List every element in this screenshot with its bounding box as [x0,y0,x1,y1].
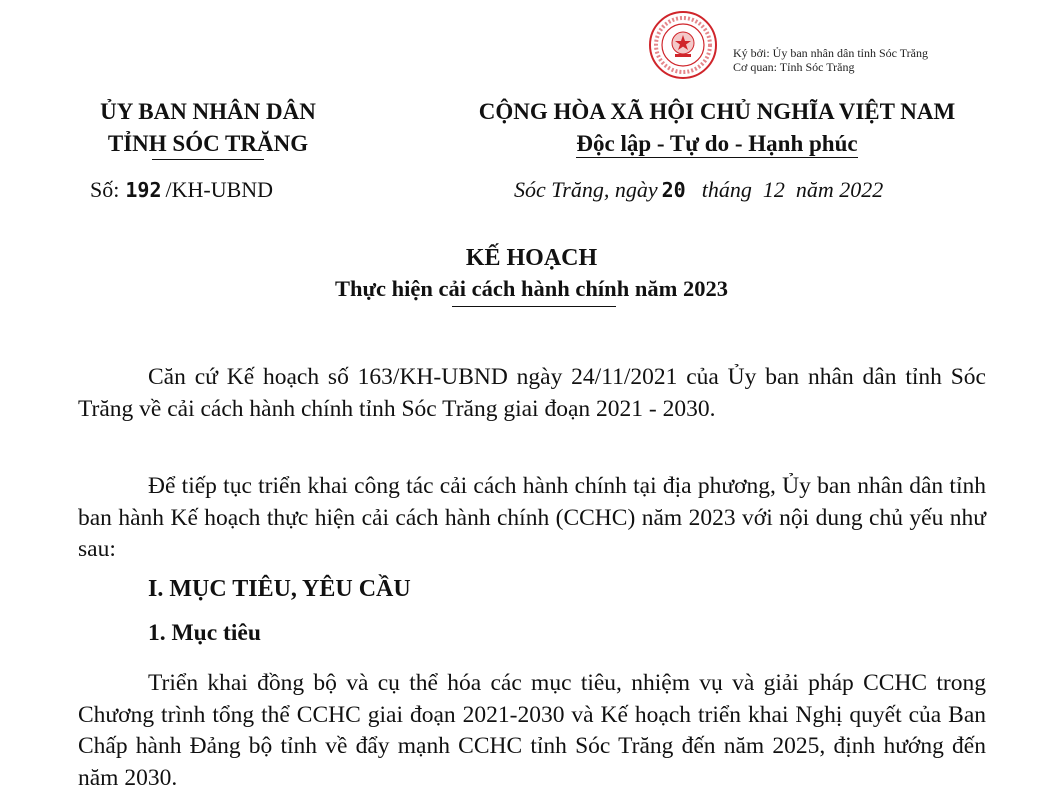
doc-number-suffix: /KH-UBND [165,177,274,202]
signed-by-text: Ký bởi: Ủy ban nhân dân tỉnh Sóc Trăng [733,46,929,60]
title-underline [452,306,616,307]
date-place: Sóc Trăng, ngày [514,177,658,202]
issuing-body-underline [152,159,264,160]
body-paragraph-1: Căn cứ Kế hoạch số 163/KH-UBND ngày 24/11/2021 của Ủy ban nhân dân tỉnh Sóc Trăng về cải cách hành chính tỉnh Sóc Trăng giai đoạn 2021 - 2030. [78,364,986,422]
document-title: KẾ HOẠCH [465,245,598,271]
issuing-body-line2: TỈNH SÓC TRĂNG [107,131,309,156]
issue-date [514,177,883,203]
date-day: 20 [661,178,686,202]
doc-number-value: 192 [125,178,162,202]
subsection-heading-1-1: 1. Mục tiêu [148,620,261,646]
signature-info [733,46,928,74]
date-month-year: tháng 12 năm 2022 [701,177,884,202]
document-number [90,177,273,203]
national-name: CỘNG HÒA XÃ HỘI CHỦ NGHĨA VIỆT NAM [478,99,956,124]
national-heading [428,96,1006,160]
issuing-body-line1: ỦY BAN NHÂN DÂN [100,99,316,124]
issuing-body [78,96,338,160]
signing-agency-text: Cơ quan: Tỉnh Sóc Trăng [733,60,855,74]
document-subtitle: Thực hiện cải cách hành chính năm 2023 [335,276,728,301]
doc-number-prefix: Số: [90,177,120,202]
section-heading-1: I. MỤC TIÊU, YÊU CẦU [148,576,411,602]
body-paragraph-3: Triển khai đồng bộ và cụ thể hóa các mục tiêu, nhiệm vụ và giải pháp CCHC trong Chương trình tổng thể CCHC giai đoạn 2021-2030 và Kế hoạch triển khai Nghị quyết của Ban Chấp hành Đảng bộ tỉnh về đẩy mạnh CCHC tỉnh Sóc Trăng đến năm 2025, định hướng đến năm 2030. [78,670,986,791]
national-motto: Độc lập - Tự do - Hạnh phúc [576,131,858,156]
signature-seal-icon [648,10,718,80]
body-paragraph-2: Để tiếp tục triển khai công tác cải cách hành chính tại địa phương, Ủy ban nhân dân tỉnh ban hành Kế hoạch thực hiện cải cách hành chính (CCHC) năm 2023 với nội dung chủ yếu như sau: [78,473,986,562]
